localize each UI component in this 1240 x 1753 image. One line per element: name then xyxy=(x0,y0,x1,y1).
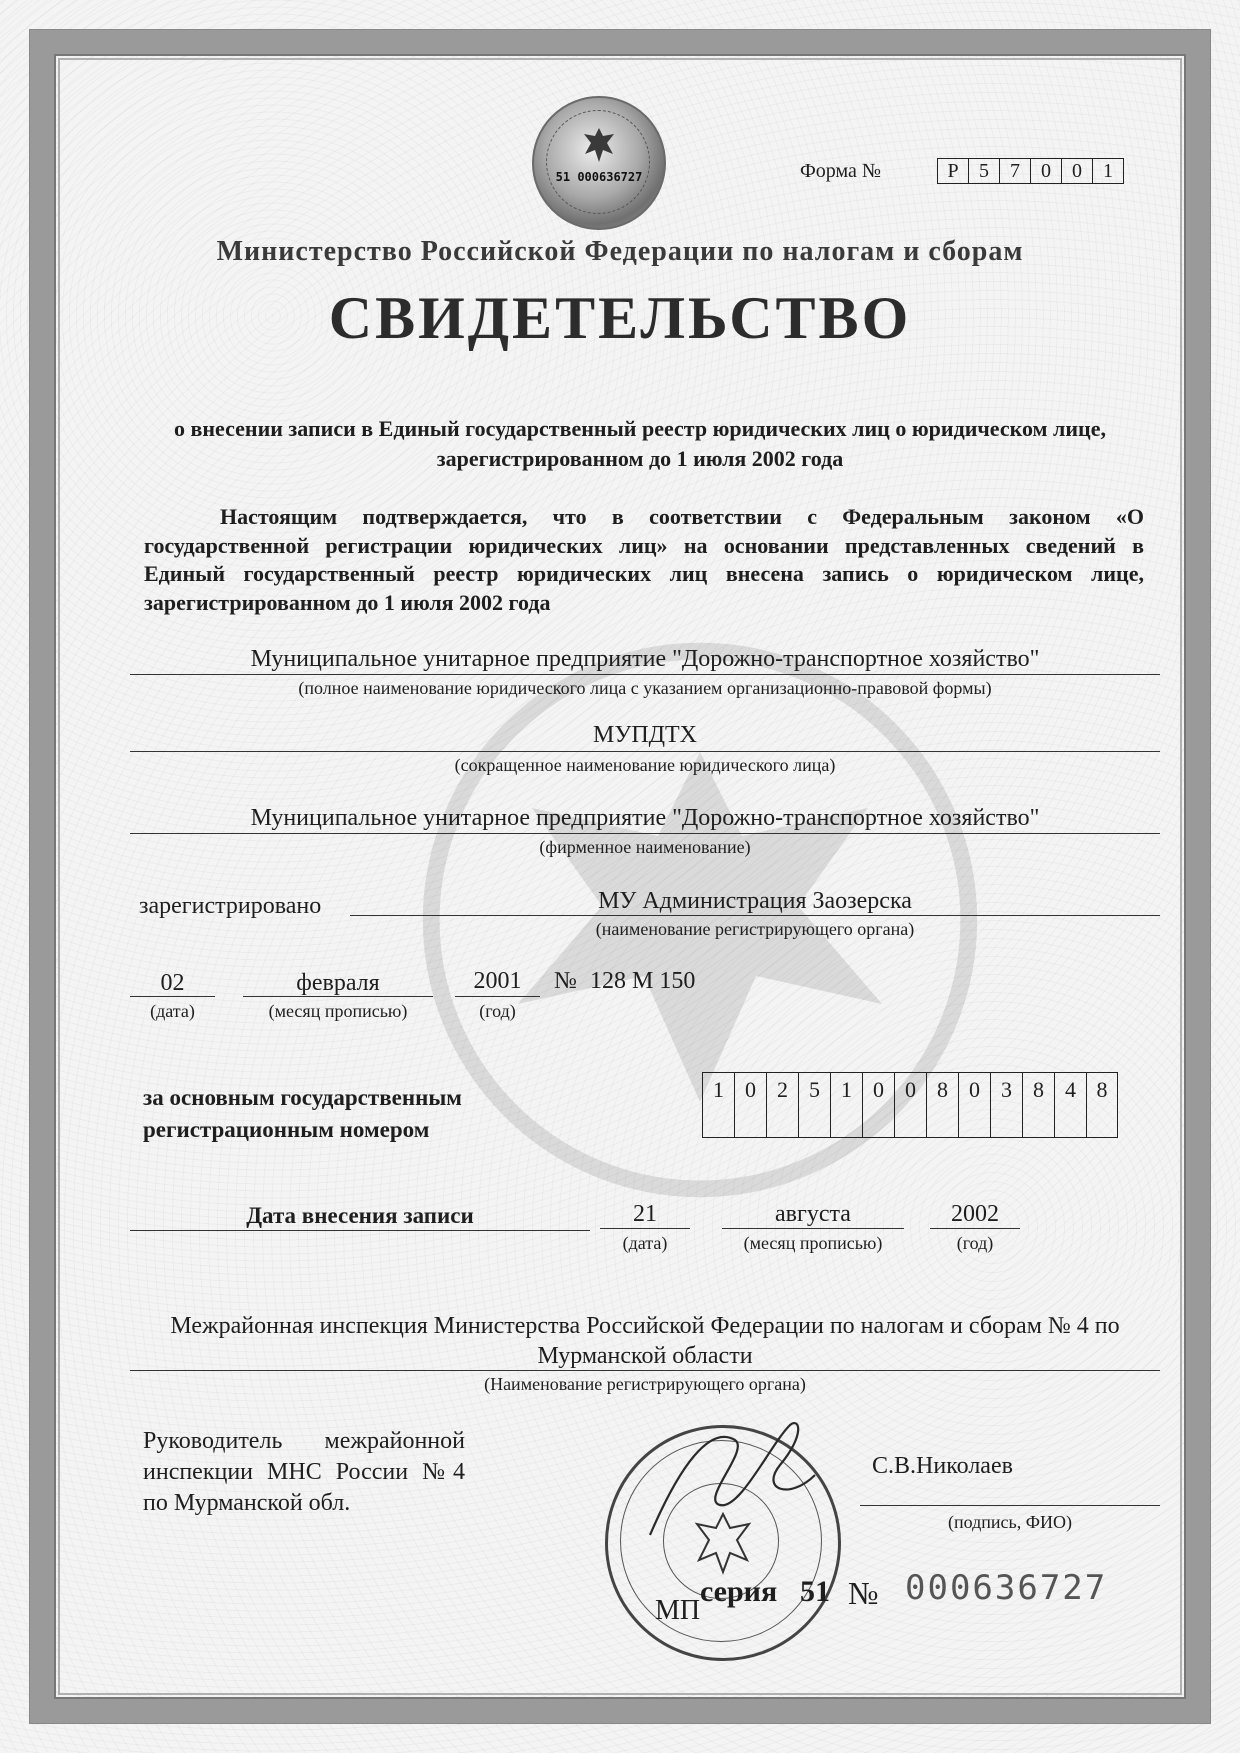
short-name-value: МУПДТХ xyxy=(592,722,698,748)
firm-name-value: Муниципальное унитарное предприятие "Дорожно-транспортное хозяйство" xyxy=(250,805,1040,831)
registered-label: зарегистрировано xyxy=(139,893,322,919)
authority-line2: Мурманской области xyxy=(537,1343,753,1369)
serial-number-sign: № xyxy=(848,1575,879,1611)
entry-date-label: Дата внесения записи xyxy=(246,1203,474,1228)
firm-name-caption: (фирменное наименование) xyxy=(539,837,751,857)
ogrn-digit-cell: 2 xyxy=(766,1072,798,1138)
entry-month-value: августа xyxy=(775,1201,851,1227)
ogrn-digit-cell: 4 xyxy=(1054,1072,1086,1138)
series-label: серия xyxy=(700,1575,778,1608)
form-code-cell: 1 xyxy=(1092,158,1124,184)
ogrn-digit-cell: 0 xyxy=(894,1072,926,1138)
ogrn-digit-cell: 5 xyxy=(798,1072,830,1138)
registration-year-value: 2001 xyxy=(473,968,522,994)
registration-month-caption: (месяц прописью) xyxy=(268,1001,408,1021)
firm-name-line xyxy=(130,833,1160,834)
ogrn-digit-cell: 8 xyxy=(1022,1072,1054,1138)
ogrn-digit-cell: 1 xyxy=(830,1072,862,1138)
signatory-position-line1: Руководитель межрайонной xyxy=(143,1428,465,1454)
entry-month-caption: (месяц прописью) xyxy=(743,1233,883,1253)
registration-year-line xyxy=(455,996,540,997)
serial-number: 000636727 xyxy=(905,1568,1108,1608)
ogrn-digit-cell: 1 xyxy=(702,1072,734,1138)
registration-day-value: 02 xyxy=(160,970,185,996)
full-name-value: Муниципальное унитарное предприятие "Дорожно-транспортное хозяйство" xyxy=(250,646,1040,672)
eagle-emblem-icon xyxy=(582,126,616,164)
entry-year-caption: (год) xyxy=(956,1233,994,1253)
authority-caption: (Наименование регистрирующего органа) xyxy=(484,1374,806,1394)
registering-authority-value: МУ Администрация Заозерска xyxy=(598,888,912,914)
registration-day-line xyxy=(130,996,215,997)
short-name-caption: (сокращенное наименование юридического лица) xyxy=(454,755,836,775)
full-name-line xyxy=(130,674,1160,675)
authority-line1: Межрайонная инспекция Министерства Российской Федерации по налогам и сборам № 4 по xyxy=(170,1313,1120,1339)
document-subtitle: о внесении записи в Единый государственный реестр юридических лиц о юридическом лице, зарегистрированном до 1 июля 2002 года xyxy=(174,416,1106,471)
entry-year-value: 2002 xyxy=(951,1201,999,1227)
entry-day-line xyxy=(600,1228,690,1229)
handwritten-signature-icon xyxy=(640,1405,820,1555)
ogrn-digit-cell: 0 xyxy=(958,1072,990,1138)
registration-year-caption: (год) xyxy=(479,1001,516,1021)
form-code-cell: 7 xyxy=(999,158,1030,184)
signatory-position-line3: по Мурманской обл. xyxy=(143,1490,351,1516)
form-code-cell: Р xyxy=(937,158,968,184)
form-label: Форма № xyxy=(800,160,881,182)
ogrn-digit-cell: 8 xyxy=(1086,1072,1118,1138)
registration-number-value: 128 М 150 xyxy=(590,968,696,994)
ogrn-label-line2: регистрационным номером xyxy=(143,1117,430,1142)
mp-label: МП xyxy=(655,1595,701,1626)
document-title: СВИДЕТЕЛЬСТВО xyxy=(328,285,912,351)
form-code-cell: 0 xyxy=(1030,158,1061,184)
intro-paragraph: Настоящим подтверждается, что в соответствии с Федеральным законом «О государственной регистрации юридических лиц» на основании представленных сведений в Единый государственный реестр юридических лиц внесена запись о юридическом лице, зарегистрированном до 1 июля 2002 года xyxy=(144,504,1144,615)
ogrn-cells xyxy=(702,1072,1118,1138)
registration-day-caption: (дата) xyxy=(150,1001,195,1021)
entry-day-caption: (дата) xyxy=(622,1233,668,1253)
hologram-seal xyxy=(532,96,666,230)
form-code-cell: 5 xyxy=(968,158,999,184)
hologram-number: 51 000636727 xyxy=(555,170,643,184)
registering-authority-caption: (наименование регистрирующего органа) xyxy=(595,919,915,939)
entry-day-value: 21 xyxy=(633,1201,657,1227)
full-name-caption: (полное наименование юридического лица с указанием организационно-правовой формы) xyxy=(298,678,992,698)
entry-year-line xyxy=(930,1228,1020,1229)
entry-month-line xyxy=(722,1228,904,1229)
registration-month-line xyxy=(243,996,433,997)
entry-date-label-line xyxy=(130,1230,590,1231)
ogrn-digit-cell: 8 xyxy=(926,1072,958,1138)
authority-line xyxy=(130,1370,1160,1371)
ministry-heading: Министерство Российской Федерации по налогам и сборам xyxy=(216,236,1024,267)
ogrn-digit-cell: 0 xyxy=(862,1072,894,1138)
registration-number-sign: № xyxy=(554,968,577,994)
registering-authority-line xyxy=(350,915,1160,916)
short-name-line xyxy=(130,751,1160,752)
signatory-name: С.В.Николаев xyxy=(872,1453,1013,1479)
registration-month-value: февраля xyxy=(296,970,380,996)
signatory-position-line2: инспекции МНС России №4 xyxy=(143,1459,465,1485)
signature-line xyxy=(860,1505,1160,1506)
form-code-cell: 0 xyxy=(1061,158,1092,184)
ogrn-digit-cell: 3 xyxy=(990,1072,1022,1138)
series-value: 51 xyxy=(800,1575,830,1608)
ogrn-digit-cell: 0 xyxy=(734,1072,766,1138)
ogrn-label-line1: за основным государственным xyxy=(143,1085,462,1110)
form-code-cells xyxy=(937,158,1124,184)
signature-caption: (подпись, ФИО) xyxy=(948,1512,1072,1532)
